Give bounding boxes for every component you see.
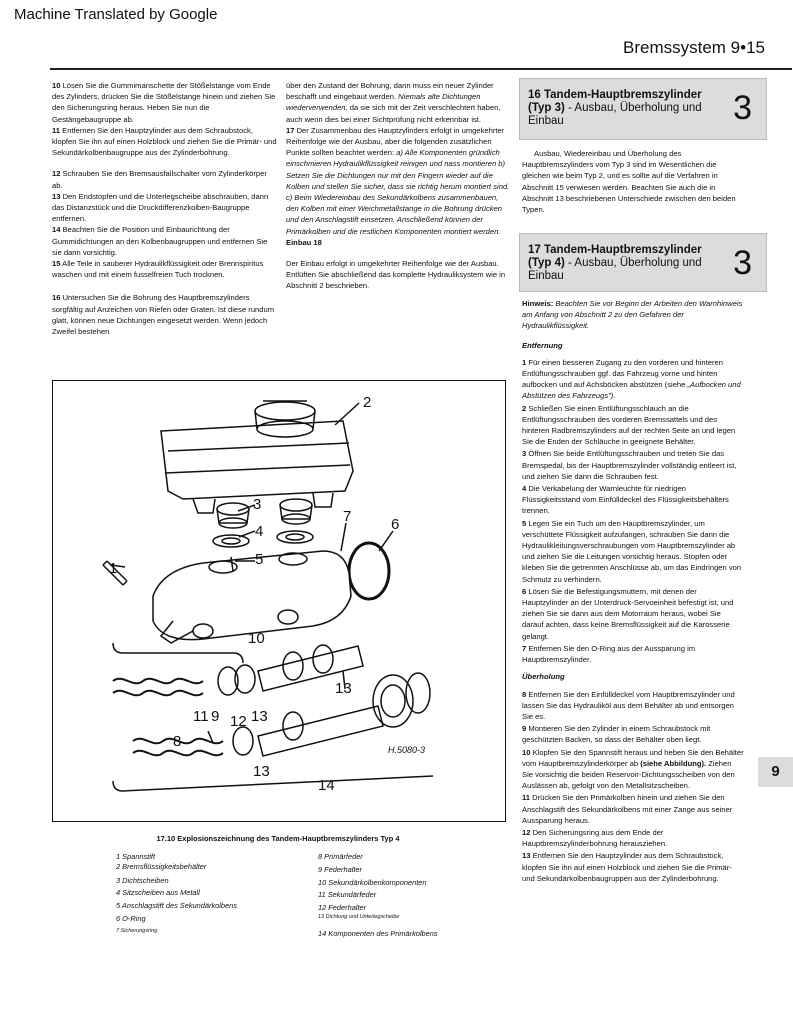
paragraph: 15 Alle Teile in sauberer Hydraulikflüssigkeit oder Brennspiritus waschen und mit einem fusselfreien Tuch trocknen. [52, 259, 264, 280]
subheading-entfernung: Entfernung [522, 340, 563, 350]
step-item: 3 Öffnen Sie beide Entlüftungsschrauben und treten Sie das Bremspedal, bis der Hauptbremszylinder vollständig entleert ist, und ziehen Sie dann die Schrauben fest. [522, 449, 737, 481]
step-item: 13 Entfernen Sie den Hauptzylinder aus dem Schraubstock, klopfen Sie ihn auf einen Holzblock und ziehen Sie die Primär- und Sekundärkolbenbaugruppen aus der Zylinderbohrung. [522, 851, 732, 883]
callout-2: 2 [363, 394, 372, 411]
legend-item: 13 Dichtung und Unterlegscheibe [318, 913, 400, 920]
legend-item: 10 Sekundärkolbenkomponenten [318, 877, 427, 887]
paragraph: 14 Beachten Sie die Position und Einbaurichtung der Gummidichtungen an den Kolbenbaugruppen und entfernen Sie sie dann vorsichtig. [52, 225, 268, 257]
callout-7: 7 [343, 508, 352, 525]
diagram-drawing [53, 381, 505, 821]
header-rule [50, 68, 792, 70]
legend-item: 3 Dichtscheiben [116, 875, 169, 885]
figure-code: H.5080-3 [388, 745, 426, 755]
difficulty-rating: 3 [733, 244, 752, 282]
translation-banner [0, 0, 793, 30]
step-item: 5 Legen Sie ein Tuch um den Hauptbremszylinder, um verschüttete Flüssigkeit aufzufangen, schrauben Sie dann die Hydraulikleitungsverschraubungen vom Hauptbremszylinder ab und ziehen Sie die Leitungen vorsichtig heraus. Stopfen oder kleben Sie die getrennten Anschlüsse ab, um das Eindringen von Schmutz zu verhindern. [522, 518, 742, 584]
callout-13b: 13 [251, 708, 268, 725]
paragraph: über den Zustand der Bohrung, dann muss ein neuer Zylinder beschafft und eingebaut werden. Niemals alte Dichtungen wiederverwenden, da sie sich mit der Zeit verschlechtert haben, auch wenn dies bei einer Sichtprüfung nicht erkennbar ist. 17 Der Zusammenbau des Hauptzylinders erfolgt in umgekehrter Reihenfolge wie der Ausbau, aber die folgenden zusätzlichen Punkte sollten beachtet werden: a) Alle Komponenten gründlich einschmieren Hydraulikflüssigkeit reinigen und nass montieren b) Setzen Sie die Dichtungen nur mit den Fingern wieder auf die Kolben und stellen Sie sicher, dass sie richtig herum montiert sind. c) Beim Wiedereinbau des Sekundärkolbens zusammenbauen, den Kolben mit einer Weichmetallstange in die Bohrung drücken und den Anschlagstift einsetzen. Anschließend können der Primärkolben und die restlichen Komponenten montiert werden. Einbau 18 [286, 81, 510, 247]
legend-item: 11 Sekundärfeder [318, 890, 377, 900]
column-3 [522, 298, 744, 885]
paragraph: 11 Entfernen Sie den Hauptzylinder aus dem Schraubstock, klopfen Sie ihn auf einen Holzblock und ziehen Sie die Primär- und Sekundärkolbenbaugruppe aus der Zylinderbohrung. [52, 125, 277, 158]
callout-8: 8 [173, 733, 182, 750]
paragraph: 16 Untersuchen Sie die Bohrung des Hauptbremszylinders sorgfältig auf Anzeichen von Riefen oder Graten. Ist diese rundum glatt, können neue Dichtungen eingesetzt werden. Wenn jedoch Zweifel bestehen [52, 293, 275, 337]
section-16-text: Ausbau, Wiedereinbau und Überholung des Hauptbremszylinders vom Typ 3 sind im Wesentlichen die gleichen wie beim Typ 2, und es sollte auf die Verfahren in Abschnitt 15 verwiesen werden. Beachten Sie auch die in Abschnitt 13 beschriebenen Unterschiede zwischen den beiden Typen. [522, 149, 736, 215]
steps-removal [522, 357, 744, 665]
legend-right [318, 852, 508, 939]
step-item: 6 Lösen Sie die Befestigungsmuttern, mit denen der Hauptzylinder an der Unterdruck-Servoeinheit befestigt ist, und ziehen Sie sie dann aus dem Motorraum heraus, wobei Sie darauf achten, dass keine Bremsflüssigkeit auf die Karosserie gelangt. [522, 586, 734, 641]
exploded-diagram [52, 380, 506, 822]
callout-3: 3 [253, 496, 262, 513]
note: Hinweis: Beachten Sie vor Beginn der Arbeiten den Warnhinweis am Anfang von Abschnitt 2 zu den Gefahren der Hydraulikflüssigkeit. [522, 299, 743, 331]
legend-item: 2 Bremsflüssigkeitsbehälter [116, 861, 207, 871]
callout-12: 12 [230, 713, 247, 730]
callout-4: 4 [255, 523, 264, 540]
legend-item: 6 O-Ring [116, 913, 146, 923]
callout-5: 5 [255, 551, 264, 568]
page-header: Bremssystem 9•15 [623, 38, 765, 57]
callout-13c: 13 [253, 763, 270, 780]
step-item: 2 Schließen Sie einen Entlüftungsschlauch an die Entlüftungsschrauben des vorderen Bremssattels und des hinteren Radbremszylinders auf der rechten Seite an und legen Sie die Enden der Schläuche in geeignete Behälter. [522, 403, 736, 447]
legend-item: 4 Sitzscheiben aus Metall [116, 888, 200, 898]
paragraph: 10 Lösen Sie die Gummimanschette der Stößelstange vom Ende des Zylinders, drücken Sie die Stößelstange hinein und ziehen Sie den Sicherungsring heraus. Heben Sie nun die Gestängebaugruppe ab. [52, 81, 276, 124]
step-item: 4 Die Verkabelung der Warnleuchte für niedrigen Flüssigkeitsstand vom Einfülldeckel des Flüssigkeitsbehälters trennen. [522, 484, 729, 516]
callout-13a: 13 [335, 680, 352, 697]
paragraph: 13 Den Endstopfen und die Unterlegscheibe abschrauben, dann das Distanzstück und die Druckdifferenzkolben-Baugruppe entfernen. [52, 191, 269, 224]
step-item: 10 Klopfen Sie den Spannstift heraus und heben Sie den Behälter vom Hauptbremszylinderkörper ab (siehe Abbildung). Ziehen Sie vorsichtig die beiden Reservoir-Dichtungsscheiben von den Auslässen ab, gefolgt von den Metallsitzscheiben. [522, 747, 744, 791]
legend-item: 8 Primärfeder [318, 852, 363, 861]
paragraph: Der Einbau erfolgt in umgekehrter Reihenfolge wie der Ausbau. Entlüften Sie abschließend das komplette Hydrauliksystem wie in Abschnitt 2 beschrieben. [286, 259, 506, 291]
figure-caption: 17.10 Explosionszeichnung des Tandem-Hauptbremszylinders Typ 4 [156, 834, 400, 843]
step-item: 11 Drücken Sie den Primärkolben hinein und ziehen Sie den Anschlagstift des Sekundärkolbens mit einer Zange aus seiner Aussparung heraus. [522, 793, 733, 825]
step-item: 8 Entfernen Sie den Einfülldeckel vom Hauptbremszylinder und lassen Sie das Hydrauliköl aus dem Behälter ab und entsorgen Sie es. [522, 689, 735, 721]
subheading-ueberholung: Überholung [522, 672, 565, 682]
section-16-heading: 16 Tandem-Hauptbremszylinder (Typ 3) - Ausbau, Überholung und Einbau 3 [519, 78, 767, 140]
legend-item: 5 Anschlagstift des Sekundärkolbens [116, 901, 237, 911]
steps-overhaul [522, 689, 744, 884]
callout-1: 1 [109, 560, 118, 577]
callout-10: 10 [248, 630, 265, 647]
chapter-tab: 9 [758, 757, 793, 787]
legend-item: 12 Federhalter [318, 903, 367, 913]
callout-11: 11 [193, 708, 209, 725]
difficulty-rating: 3 [733, 89, 752, 127]
step-item: 12 Den Sicherungsring aus dem Ende der Hauptbremszylinderbohrung herausziehen. [522, 827, 668, 849]
section-17-heading: 17 Tandem-Hauptbremszylinder (Typ 4) - Ausbau, Überholung und Einbau 3 [519, 233, 767, 292]
step-item: 9 Montieren Sie den Zylinder in einem Schraubstock mit geschützten Backen, so dass der Behälter oben liegt. [522, 724, 711, 745]
paragraph: 12 Schrauben Sie den Bremsausfallschalter vom Zylinderkörper ab. [52, 169, 267, 190]
legend-left [116, 852, 306, 937]
callout-14: 14 [318, 777, 335, 794]
column-1 [52, 80, 277, 345]
legend-item: 1 Spannstift [116, 852, 156, 861]
callout-9: 9 [211, 708, 220, 725]
step-item: 1 Für einen besseren Zugang zu den vorderen und hinteren Entlüftungsschrauben ggf. das Fahrzeug vorne und hinten aufbocken und auf Achsböcken abstützen (siehe „Aufbocken und Abstützen des Fahrzeugs"). [522, 357, 741, 401]
step-item: 7 Entfernen Sie den O-Ring aus der Aussparung im Hauptbremszylinder. [522, 643, 696, 665]
column-2 [286, 80, 511, 300]
legend-item: 14 Komponenten des Primärkolbens [318, 928, 438, 938]
callout-6: 6 [391, 516, 400, 533]
legend-item: 7 Sicherungsring [116, 927, 158, 934]
translation-label: Machine Translated by Google [14, 6, 218, 23]
legend-item: 9 Federhalter [318, 864, 362, 874]
